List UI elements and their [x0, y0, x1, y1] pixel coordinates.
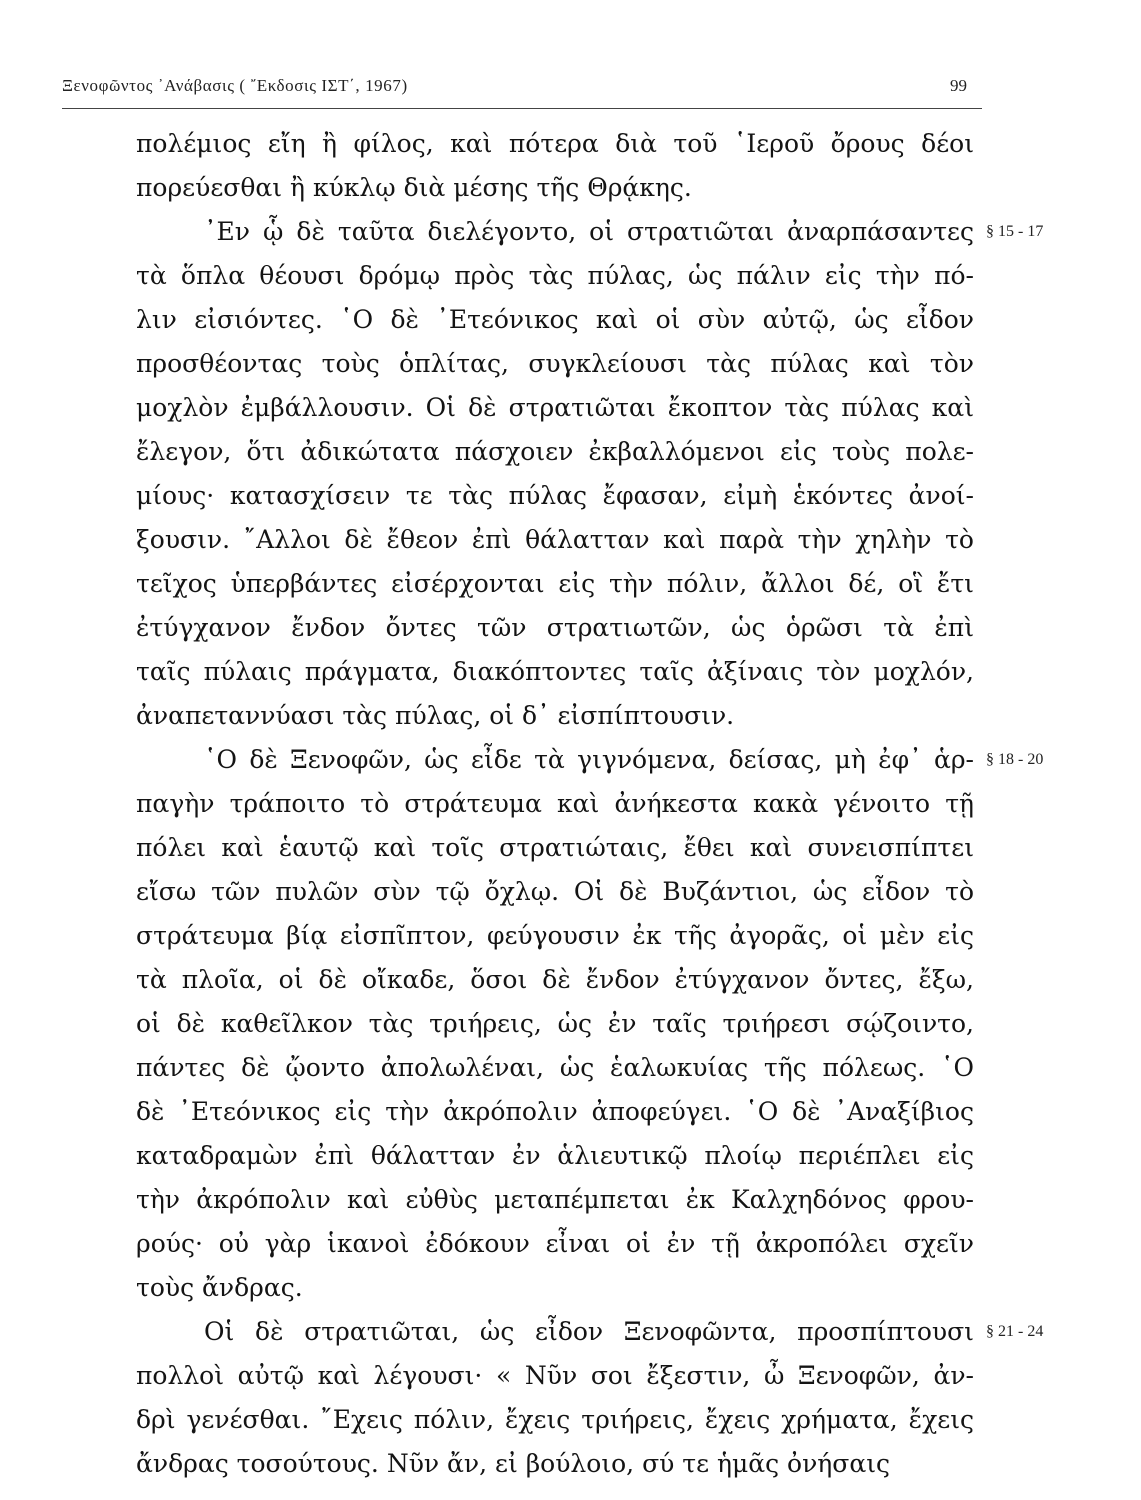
text-line: τὰ πλοῖα, οἱ δὲ οἴκαδε, ὅσοι δὲ ἔνδον ἐτύγχανον ὄντες, ἔξω, — [136, 965, 974, 994]
text-line: ταῖς πύλαις πράγματα, διακόπτοντες ταῖς ἀξίναις τὸν μοχλόν, — [136, 657, 974, 686]
text-line: ρούς· οὐ γὰρ ἱκανοὶ ἐδόκουν εἶναι οἱ ἐν τῇ ἀκροπόλει σχεῖν — [136, 1229, 974, 1258]
text-line: ἀναπεταννύασι τὰς πύλας, οἱ δ᾿ εἰσπίπτουσιν. — [136, 701, 735, 730]
section-margin-note: § 21 - 24 — [986, 1323, 1044, 1340]
text-line: μοχλὸν ἐμβάλλουσιν. Οἱ δὲ στρατιῶται ἔκοπτον τὰς πύλας καὶ — [136, 393, 974, 422]
text-line: τὴν ἀκρόπολιν καὶ εὐθὺς μεταπέμπεται ἐκ Καλχηδόνος φρου- — [136, 1185, 974, 1214]
text-line: ἐτύγχανον ἔνδον ὄντες τῶν στρατιωτῶν, ὡς ὁρῶσι τὰ ἐπὶ — [136, 613, 974, 642]
text-line: πόλει καὶ ἑαυτῷ καὶ τοῖς στρατιώταις, ἔθει καὶ συνεισπίπτει — [136, 833, 974, 862]
text-line: τεῖχος ὑπερβάντες εἰσέρχονται εἰς τὴν πόλιν, ἄλλοι δέ, οἳ ἔτι — [136, 569, 974, 598]
page-number: 99 — [950, 76, 967, 95]
text-line: προσθέοντας τοὺς ὁπλίτας, συγκλείουσι τὰς πύλας καὶ τὸν — [136, 349, 974, 378]
text-line: Οἱ δὲ στρατιῶται, ὡς εἶδον Ξενοφῶντα, προσπίπτουσι — [204, 1317, 974, 1346]
running-header — [62, 76, 982, 106]
section-margin-note: § 18 - 20 — [986, 751, 1044, 768]
header-title: Ξενοφῶντος ᾿Ανάβασις ( ῎Εκδοσις ΙΣΤ΄, 1967) — [62, 76, 408, 95]
text-line: ξουσιν. ῎Αλλοι δὲ ἔθεον ἐπὶ θάλατταν καὶ παρὰ τὴν χηλὴν τὸ — [136, 525, 974, 554]
text-line: εἴσω τῶν πυλῶν σὺν τῷ ὄχλῳ. Οἱ δὲ Βυζάντιοι, ὡς εἶδον τὸ — [136, 877, 974, 906]
text-line: ᾿Εν ᾧ δὲ ταῦτα διελέγοντο, οἱ στρατιῶται ἀναρπάσαντες — [204, 217, 974, 246]
text-line: καταδραμὼν ἐπὶ θάλατταν ἐν ἁλιευτικῷ πλοίῳ περιέπλει εἰς — [136, 1141, 974, 1170]
text-line: τοὺς ἄνδρας. — [136, 1273, 303, 1302]
text-line: μίους· κατασχίσειν τε τὰς πύλας ἔφασαν, εἰμὴ ἑκόντες ἀνοί- — [136, 481, 974, 510]
text-line: οἱ δὲ καθεῖλκον τὰς τριήρεις, ὡς ἐν ταῖς τριήρεσι σῴζοιντο, — [136, 1009, 974, 1038]
text-line: παγὴν τράποιτο τὸ στράτευμα καὶ ἀνήκεστα κακὰ γένοιτο τῇ — [136, 789, 974, 818]
text-line: δρὶ γενέσθαι. ῎Εχεις πόλιν, ἔχεις τριήρεις, ἔχεις χρήματα, ἔχεις — [136, 1405, 974, 1434]
text-line: πολέμιος εἴη ἢ φίλος, καὶ πότερα διὰ τοῦ ῾Ιεροῦ ὄρους δέοι — [136, 129, 974, 158]
text-line: λιν εἰσιόντες. ῾Ο δὲ ᾿Ετεόνικος καὶ οἱ σὺν αὐτῷ, ὡς εἶδον — [136, 305, 974, 334]
text-line: στράτευμα βίᾳ εἰσπῖπτον, φεύγουσιν ἐκ τῆς ἀγορᾶς, οἱ μὲν εἰς — [136, 921, 974, 950]
text-line: πορεύεσθαι ἢ κύκλῳ διὰ μέσης τῆς Θρᾴκης. — [136, 173, 692, 202]
text-line: πάντες δὲ ᾤοντο ἀπολωλέναι, ὡς ἑαλωκυίας τῆς πόλεως. ῾Ο — [136, 1053, 974, 1082]
header-rule — [62, 108, 982, 109]
text-line: δὲ ᾿Ετεόνικος εἰς τὴν ἀκρόπολιν ἀποφεύγει. ῾Ο δὲ ᾿Αναξίβιος — [136, 1097, 974, 1126]
text-line: ἄνδρας τοσούτους. Νῦν ἄν, εἰ βούλοιο, σύ τε ἡμᾶς ὀνήσαις — [136, 1449, 891, 1478]
text-line: ῾Ο δὲ Ξενοφῶν, ὡς εἶδε τὰ γιγνόμενα, δείσας, μὴ ἐφ᾿ ἁρ- — [204, 745, 974, 774]
text-line: ἔλεγον, ὅτι ἀδικώτατα πάσχοιεν ἐκβαλλόμενοι εἰς τοὺς πολε- — [136, 437, 974, 466]
section-margin-note: § 15 - 17 — [986, 223, 1044, 240]
text-line: πολλοὶ αὐτῷ καὶ λέγουσι· « Νῦν σοι ἔξεστιν, ὦ Ξενοφῶν, ἀν- — [136, 1361, 974, 1390]
text-line: τὰ ὅπλα θέουσι δρόμῳ πρὸς τὰς πύλας, ὡς πάλιν εἰς τὴν πό- — [136, 261, 974, 290]
